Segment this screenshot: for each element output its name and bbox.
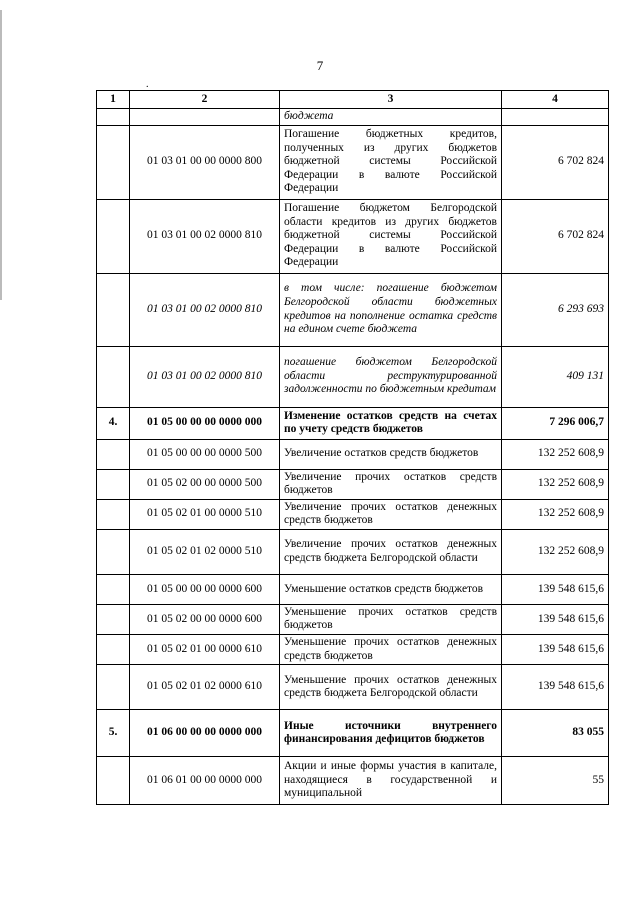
scan-edge-mark bbox=[0, 10, 2, 300]
row-description: бюджета bbox=[280, 109, 502, 126]
table-row bbox=[97, 109, 609, 126]
budget-code: 01 05 02 01 02 0000 610 bbox=[130, 665, 280, 710]
row-description: Уменьшение прочих остатков средств бюджетов bbox=[280, 604, 502, 634]
row-amount: 7 296 006,7 bbox=[502, 407, 609, 439]
budget-code: 01 05 02 01 00 0000 610 bbox=[130, 634, 280, 664]
budget-code: 01 05 00 00 00 0000 000 bbox=[130, 407, 280, 439]
budget-code: 01 05 00 00 00 0000 600 bbox=[130, 574, 280, 604]
budget-code: 01 03 01 00 00 0000 800 bbox=[130, 125, 280, 199]
row-amount: 55 bbox=[502, 757, 609, 805]
table-row bbox=[97, 346, 609, 407]
row-number bbox=[97, 529, 130, 574]
header-col-3: 3 bbox=[280, 91, 502, 109]
budget-sources-table bbox=[96, 90, 609, 805]
row-amount: 139 548 615,6 bbox=[502, 634, 609, 664]
row-number bbox=[97, 574, 130, 604]
table-row bbox=[97, 499, 609, 529]
row-description: Увеличение прочих остатков денежных средств бюджетов bbox=[280, 499, 502, 529]
row-amount: 132 252 608,9 bbox=[502, 499, 609, 529]
table-row bbox=[97, 469, 609, 499]
row-number bbox=[97, 665, 130, 710]
budget-code bbox=[130, 109, 280, 126]
budget-code: 01 03 01 00 02 0000 810 bbox=[130, 199, 280, 273]
row-description: Уменьшение остатков средств бюджетов bbox=[280, 574, 502, 604]
table-row bbox=[97, 604, 609, 634]
table-row bbox=[97, 125, 609, 199]
row-description: Увеличение прочих остатков средств бюджетов bbox=[280, 469, 502, 499]
row-amount: 132 252 608,9 bbox=[502, 469, 609, 499]
table-row bbox=[97, 199, 609, 273]
budget-code: 01 03 01 00 02 0000 810 bbox=[130, 346, 280, 407]
row-description: Акции и иные формы участия в капитале, находящиеся в государственной и муниципальной bbox=[280, 757, 502, 805]
table-header-row bbox=[97, 91, 609, 109]
budget-code: 01 05 00 00 00 0000 500 bbox=[130, 439, 280, 469]
table-row bbox=[97, 634, 609, 664]
page-number: 7 bbox=[316, 58, 324, 73]
row-number bbox=[97, 757, 130, 805]
row-number bbox=[97, 199, 130, 273]
table-row bbox=[97, 439, 609, 469]
row-number bbox=[97, 634, 130, 664]
row-amount: 139 548 615,6 bbox=[502, 665, 609, 710]
row-amount: 132 252 608,9 bbox=[502, 439, 609, 469]
row-number bbox=[97, 346, 130, 407]
budget-code: 01 05 02 01 00 0000 510 bbox=[130, 499, 280, 529]
row-description: Изменение остатков средств на счетах по учету средств бюджетов bbox=[280, 407, 502, 439]
row-description: Иные источники внутреннего финансирования дефицитов бюджетов bbox=[280, 710, 502, 757]
row-description: Уменьшение прочих остатков денежных средств бюджетов bbox=[280, 634, 502, 664]
row-amount: 6 293 693 bbox=[502, 273, 609, 346]
table-row bbox=[97, 665, 609, 710]
row-number bbox=[97, 125, 130, 199]
row-amount: 132 252 608,9 bbox=[502, 529, 609, 574]
row-description: Уменьшение прочих остатков денежных средств бюджета Белгородской области bbox=[280, 665, 502, 710]
row-description: Погашение бюджетных кредитов, полученных из других бюджетов бюджетной системы Российской Федерации в валюте Российской Федерации bbox=[280, 125, 502, 199]
row-number bbox=[97, 469, 130, 499]
header-col-1: 1 bbox=[97, 91, 130, 109]
table-row bbox=[97, 273, 609, 346]
row-amount bbox=[502, 109, 609, 126]
table-row bbox=[97, 710, 609, 757]
budget-code: 01 05 02 00 00 0000 500 bbox=[130, 469, 280, 499]
budget-code: 01 06 01 00 00 0000 000 bbox=[130, 757, 280, 805]
budget-code: 01 05 02 01 02 0000 510 bbox=[130, 529, 280, 574]
row-amount: 409 131 bbox=[502, 346, 609, 407]
row-amount: 139 548 615,6 bbox=[502, 574, 609, 604]
header-col-2: 2 bbox=[130, 91, 280, 109]
row-number bbox=[97, 109, 130, 126]
row-amount: 6 702 824 bbox=[502, 199, 609, 273]
budget-code: 01 03 01 00 02 0000 810 bbox=[130, 273, 280, 346]
row-description: погашение бюджетом Белгородской области реструктурированной задолженности по бюджетным кредитам bbox=[280, 346, 502, 407]
row-amount: 6 702 824 bbox=[502, 125, 609, 199]
row-number bbox=[97, 604, 130, 634]
table-row bbox=[97, 529, 609, 574]
table-row bbox=[97, 574, 609, 604]
row-amount: 139 548 615,6 bbox=[502, 604, 609, 634]
row-description: Погашение бюджетом Белгородской области кредитов из других бюджетов бюджетной системы Российской Федерации в валюте Российской Федерации bbox=[280, 199, 502, 273]
stray-mark: . bbox=[146, 79, 149, 90]
row-description: Увеличение прочих остатков денежных средств бюджета Белгородской области bbox=[280, 529, 502, 574]
row-number: 5. bbox=[97, 710, 130, 757]
row-number bbox=[97, 439, 130, 469]
row-number bbox=[97, 273, 130, 346]
row-description: в том числе: погашение бюджетом Белгородской области бюджетных кредитов на пополнение остатка средств на едином счете бюджета bbox=[280, 273, 502, 346]
budget-code: 01 06 00 00 00 0000 000 bbox=[130, 710, 280, 757]
table-row bbox=[97, 757, 609, 805]
row-amount: 83 055 bbox=[502, 710, 609, 757]
budget-code: 01 05 02 00 00 0000 600 bbox=[130, 604, 280, 634]
row-number bbox=[97, 499, 130, 529]
table-row bbox=[97, 407, 609, 439]
row-description: Увеличение остатков средств бюджетов bbox=[280, 439, 502, 469]
header-col-4: 4 bbox=[502, 91, 609, 109]
row-number: 4. bbox=[97, 407, 130, 439]
